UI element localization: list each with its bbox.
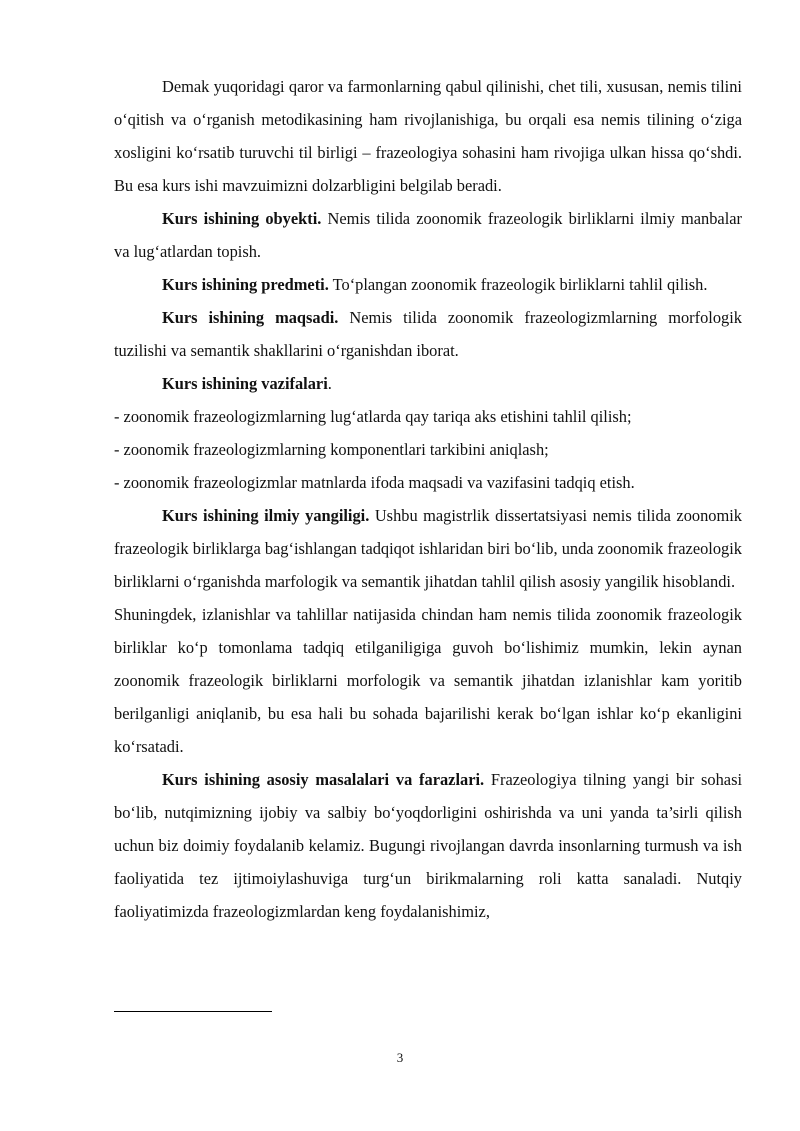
footnote-separator [114, 1011, 272, 1012]
object-heading: Kurs ishining obyekti. [162, 209, 322, 228]
subject-heading: Kurs ishining predmeti. [162, 275, 329, 294]
document-body [114, 70, 742, 928]
list-item: - zoonomik frazeologizmlar matnlarda ifoda maqsadi va vazifasini tadqiq etish. [114, 473, 635, 492]
additional-paragraph: Shuningdek, izlanishlar va tahlillar natijasida chindan ham nemis tilida zoonomik frazeologik birliklar ko‘p tomonlama tadqiq etilganiligiga guvoh bo‘lishimiz mumkin, lekin aynan zoonomik frazeologik birliklarni morfologik va semantik jihatdan izlanishlar kam yoritib berilganligi aniqlanib, bu esa hali bu sohada bajarilishi kerak bo‘lgan ishlar ko‘p ekanligini ko‘rsatadi. [114, 605, 742, 756]
issues-text: Frazeologiya tilning yangi bir sohasi bo‘lib, nutqimizning ijobiy va salbiy bo‘yoqdorligini oshirishda va uni yanda ta’sirli qilish uchun biz doimiy foydalanib kelamiz. Bugungi rivojlangan davrda insonlarning turmush va ish faoliyatida tez ijtimoiylashuviga turg‘un birikmalarning roli katta sanaladi. Nutqiy faoliyatimizda frazeologizmlardan keng foydalanishimiz, [114, 770, 742, 921]
list-item: - zoonomik frazeologizmlarning lug‘atlarda qay tariqa aks etishini tahlil qilish; [114, 407, 632, 426]
page-number: 3 [396, 1050, 404, 1065]
intro-paragraph: Demak yuqoridagi qaror va farmonlarning qabul qilinishi, chet tili, xususan, nemis tilini o‘qitish va o‘rganish metodikasining ham rivojlanishiga, bu orqali esa nemis tilining o‘ziga xosligini ko‘rsatib turuvchi til birligi – frazeologiya sohasini ham rivojiga ulkan hissa qo‘shdi. Bu esa kurs ishi mavzuimizni dolzarbligini belgilab beradi. [114, 77, 742, 195]
tasks-heading-dot: . [327, 374, 332, 393]
novelty-heading: Kurs ishining ilmiy yangiligi. [162, 506, 370, 525]
aim-text: Nemis tilida zoonomik frazeologizmlarning morfologik tuzilishi va semantik shakllarini o‘rganishdan iborat. [114, 308, 742, 360]
object-paragraph [114, 202, 742, 268]
subject-text: To‘plangan zoonomik frazeologik birliklarni tahlil qilish. [328, 275, 708, 294]
list-item: - zoonomik frazeologizmlarning komponentlari tarkibini aniqlash; [114, 440, 549, 459]
novelty-paragraph [114, 499, 742, 598]
aim-heading: Kurs ishining maqsadi. [162, 308, 339, 327]
tasks-heading: Kurs ishining vazifalari [162, 374, 328, 393]
object-text: Nemis tilida zoonomik frazeologik birliklarni ilmiy manbalar va lug‘atlardan topish. [114, 209, 742, 261]
novelty-text: Ushbu magistrlik dissertatsiyasi nemis tilida zoonomik frazeologik birliklarga bag‘ishlangan tadqiqot ishlaridan biri bo‘lib, unda zoonomik frazeologik birliklarni o‘rganishda marfologik va semantik jihatdan tahlil qilish asosiy yangilik hisoblandi. [114, 506, 742, 591]
issues-heading: Kurs ishining asosiy masalalari va farazlari. [162, 770, 485, 789]
tasks-heading-paragraph [114, 367, 742, 400]
issues-paragraph [114, 763, 742, 928]
aim-paragraph [114, 301, 742, 367]
subject-paragraph [114, 268, 742, 301]
